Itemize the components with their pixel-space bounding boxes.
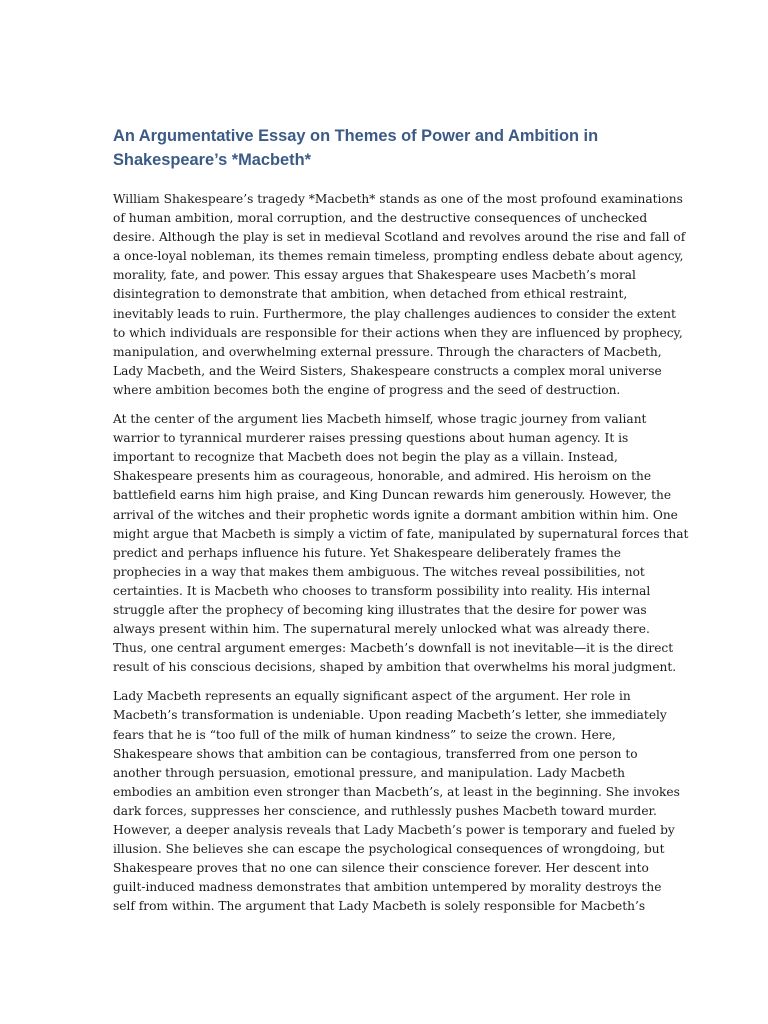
text-line: Shakespeare proves that no one can silence their conscience forever. Her descent into [113, 861, 649, 876]
text-line: disintegration to demonstrate that ambition, when detached from ethical restraint, [113, 287, 628, 302]
text-line: embodies an ambition even stronger than Macbeth’s, at least in the beginning. She invokes [113, 784, 680, 799]
text-line: Shakespeare presents him as courageous, honorable, and admired. His heroism on the [113, 469, 652, 484]
document-body [113, 124, 689, 926]
text-line: manipulation, and overwhelming external pressure. Through the characters of Macbeth, [113, 344, 662, 359]
text-line: where ambition becomes both the engine of progress and the seed of destruction. [113, 382, 621, 397]
text-line: inevitably leads to ruin. Furthermore, the play challenges audiences to consider the extent [113, 306, 676, 321]
text-line: self from within. The argument that Lady Macbeth is solely responsible for Macbeth’s [113, 899, 646, 914]
paragraph-lady-macbeth [113, 687, 680, 916]
text-line: another through persuasion, emotional pressure, and manipulation. Lady Macbeth [113, 765, 625, 780]
text-line: warrior to tyrannical murderer raises pressing questions about human agency. It is [113, 431, 629, 446]
text-line: arrival of the witches and their prophetic words ignite a dormant ambition within him. One [113, 507, 678, 522]
text-line: important to recognize that Macbeth does not begin the play as a villain. Instead, [113, 450, 618, 465]
text-line: Macbeth’s transformation is undeniable. Upon reading Macbeth’s letter, she immediately [113, 708, 667, 723]
text-line: desire. Although the play is set in medieval Scotland and revolves around the rise and fall of [113, 230, 686, 245]
text-line: struggle after the prophecy of becoming king illustrates that the desire for power was [113, 602, 647, 617]
text-line: fears that he is “too full of the milk of human kindness” to seize the crown. Here, [113, 727, 616, 742]
text-line: to which individuals are responsible for their actions when they are influenced by prophecy, [113, 325, 683, 340]
essay-title-line: Shakespeare’s *Macbeth* [113, 151, 311, 169]
text-line: dark forces, suppresses her conscience, and ruthlessly pushes Macbeth toward murder. [113, 803, 657, 818]
text-line: might argue that Macbeth is simply a victim of fate, manipulated by supernatural forces that [113, 526, 689, 541]
paragraph-introduction [113, 190, 686, 400]
text-line: guilt-induced madness demonstrates that ambition untempered by morality destroys the [113, 880, 662, 895]
text-line: result of his conscious decisions, shaped by ambition that overwhelms his moral judgment. [113, 660, 677, 675]
text-line: certainties. It is Macbeth who chooses to transform possibility into reality. His internal [113, 583, 651, 598]
text-line: morality, fate, and power. This essay argues that Shakespeare uses Macbeth’s moral [113, 268, 636, 283]
essay-title [113, 124, 658, 172]
text-line: of human ambition, moral corruption, and the destructive consequences of unchecked [113, 211, 648, 226]
text-line: William Shakespeare’s tragedy *Macbeth* stands as one of the most profound examinations [113, 192, 683, 206]
text-line: illusion. She believes she can escape the psychological consequences of wrongdoing, but [113, 842, 665, 857]
paragraph-macbeth [113, 410, 689, 677]
text-line: At the center of the argument lies Macbeth himself, whose tragic journey from valiant [113, 412, 647, 427]
text-line: Lady Macbeth represents an equally significant aspect of the argument. Her role in [113, 689, 631, 704]
essay-title-line: An Argumentative Essay on Themes of Power and Ambition in [113, 127, 599, 145]
text-line: battlefield earns him high praise, and King Duncan rewards him generously. However, the [113, 488, 672, 503]
text-line: a once-loyal nobleman, its themes remain timeless, prompting endless debate about agency, [113, 249, 684, 264]
text-line: However, a deeper analysis reveals that Lady Macbeth’s power is temporary and fueled by [113, 823, 675, 837]
text-line: predict and perhaps influence his future. Yet Shakespeare deliberately frames the [113, 545, 621, 560]
text-line: always present within him. The supernatural merely unlocked what was already there. [113, 622, 650, 637]
text-line: Thus, one central argument emerges: Macbeth’s downfall is not inevitable—it is the direct [113, 641, 674, 656]
text-line: prophecies in a way that makes them ambiguous. The witches reveal possibilities, not [113, 564, 645, 579]
text-line: Shakespeare shows that ambition can be contagious, transferred from one person to [113, 746, 638, 761]
text-line: Lady Macbeth, and the Weird Sisters, Shakespeare constructs a complex moral universe [113, 363, 662, 378]
